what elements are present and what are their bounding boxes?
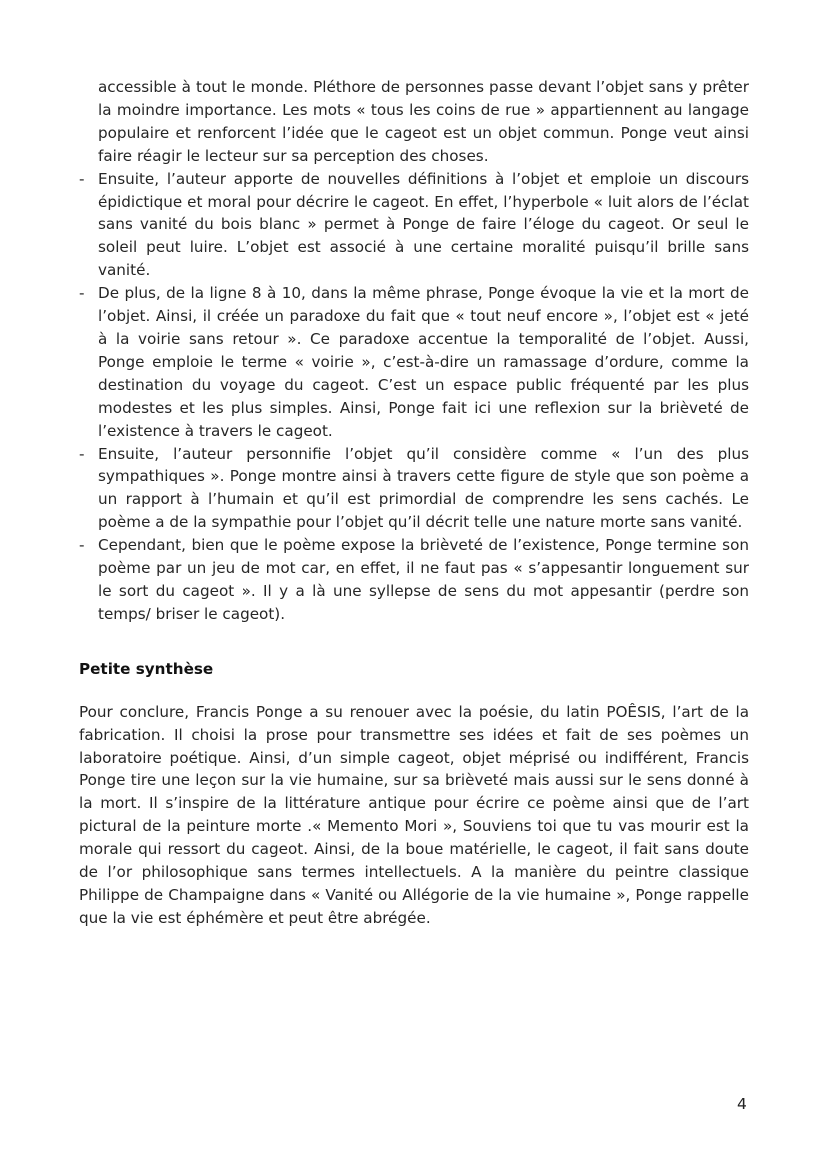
list-item-text: Cependant, bien que le poème expose la brièveté de l’existence, Ponge termine son poème par un jeu de mot car, en effet, il ne faut pas « s’appesantir longuement sur le sort du cageot ». Il y a là une syllepse de sens du mot appesantir (perdre son temps/ briser le cageot). [98, 536, 749, 623]
page-content [79, 76, 749, 930]
list-item-text: Ensuite, l’auteur personnifie l’objet qu’il considère comme « l’un des plus sympathiques ». Ponge montre ainsi à travers cette figure de style que son poème a un rapport à l’humain et qu’il est primordial de comprendre les sens cachés. Le poème a de la sympathie pour l’objet qu’il décrit telle une nature morte sans vanité. [98, 444, 749, 532]
bullet-dash: - [79, 536, 85, 555]
list-item [79, 443, 749, 535]
argument-list [79, 168, 749, 626]
list-item [79, 282, 749, 442]
conclusion-paragraph: Pour conclure, Francis Ponge a su renouer avec la poésie, du latin POÊSIS, l’art de la fabrication. Il choisi la prose pour transmettre ses idées et fait de ses poèmes un laboratoire poétique. Ainsi, d’un simple cageot, objet méprisé ou indifférent, Francis Ponge tire une leçon sur la vie humaine, sur sa brièveté mais aussi sur le sens donné à la mort. Il s’inspire de la littérature antique pour écrire ce poème ainsi que de l’art pictural de la peinture morte .« Memento Mori », Souviens toi que tu vas mourir est la morale qui ressort du cageot. Ainsi, de la boue matérielle, le cageot, il fait sans doute de l’or philosophique sans termes intellectuels. A la manière du peintre classique Philippe de Champaigne dans « Vanité ou Allégorie de la vie humaine », Ponge rappelle que la vie est éphémère et peut être abrégée. [79, 702, 749, 927]
bullet-dash: - [79, 284, 85, 303]
intro-paragraph: accessible à tout le monde. Pléthore de personnes passe devant l’objet sans y prêter la moindre importance. Les mots « tous les coins de rue » appartiennent au langage populaire et renforcent l’idée que le cageot est un objet commun. Ponge veut ainsi faire réagir le lecteur sur sa perception des choses. [98, 78, 749, 165]
list-item-text: Ensuite, l’auteur apporte de nouvelles définitions à l’objet et emploie un discours épidictique et moral pour décrire le cageot. En effet, l’hyperbole « luit alors de l’éclat sans vanité du bois blanc » permet à Ponge de faire l’éloge du cageot. Or seul le soleil peut luire. L’objet est associé à une certaine moralité puisqu’il brille sans vanité. [98, 169, 749, 280]
list-item [79, 168, 749, 283]
page-number: 4 [737, 1095, 747, 1113]
list-item-text: De plus, de la ligne 8 à 10, dans la même phrase, Ponge évoque la vie et la mort de l’objet. Ainsi, il créée un paradoxe du fait que « tout neuf encore », l’objet est « jeté à la voirie sans retour ». Ce paradoxe accentue la temporalité de l’objet. Aussi, Ponge emploie le terme « voirie », c’est-à-dire un ramassage d’ordure, comme la destination du voyage du cageot. C’est un espace public fréquenté par les plus modestes et les plus simples. Ainsi, Ponge fait ici une reflexion sur la brièveté de l’existence à travers le cageot. [98, 284, 749, 440]
section-heading: Petite synthèse [79, 659, 214, 678]
bullet-dash: - [79, 169, 85, 188]
list-item [79, 534, 749, 626]
bullet-dash: - [79, 444, 85, 463]
